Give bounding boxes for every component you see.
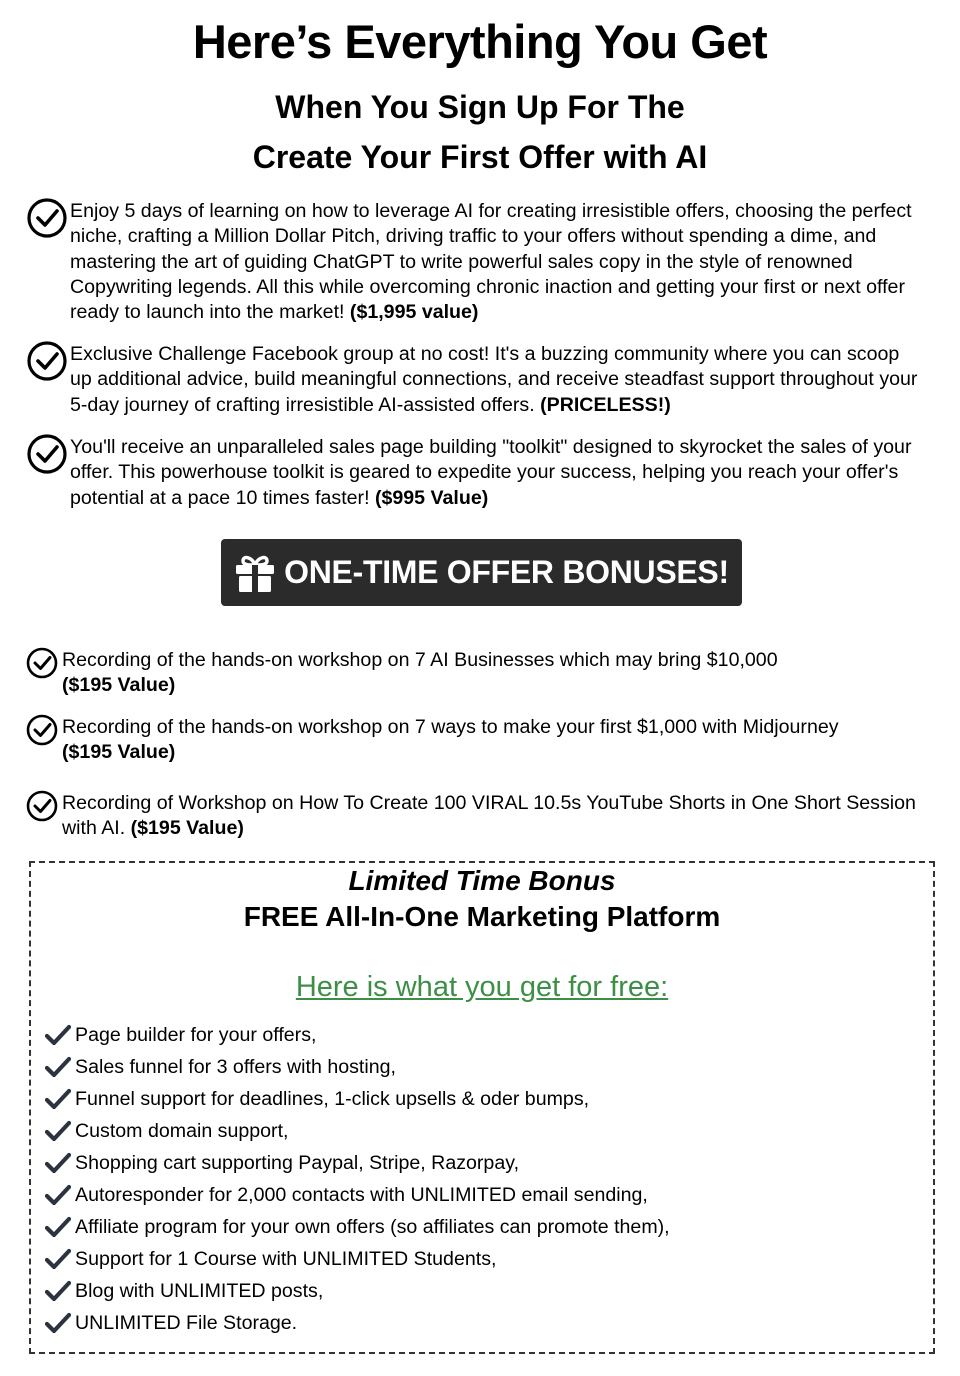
- feature-list-item: [45, 1019, 925, 1051]
- benefit-description: You'll receive an unparalleled sales page building "toolkit" designed to skyrocket the sales of your offer. This powerhouse toolkit is geared to expedite your success, helping you reach your offer's potential at a pace 10 times faster!: [70, 436, 912, 509]
- feature-list-item: [45, 1307, 925, 1339]
- checkmark-icon: [45, 1280, 71, 1302]
- circle-check-icon: [26, 432, 70, 476]
- circle-check-icon: [26, 788, 62, 824]
- checkmark-icon: [45, 1056, 71, 1078]
- limited-bonus-subtitle: FREE All-In-One Marketing Platform: [243, 901, 721, 932]
- checkmark-icon: [45, 1248, 71, 1270]
- limited-bonus-title: Limited Time Bonus: [348, 865, 616, 896]
- circle-check-icon: [26, 196, 70, 240]
- feature-list-item: [45, 1275, 925, 1307]
- benefit-value: (PRICELESS!): [540, 393, 671, 416]
- feature-text: UNLIMITED File Storage.: [75, 1311, 298, 1334]
- benefit-value: ($995 Value): [374, 486, 489, 509]
- feature-text: Funnel support for deadlines, 1-click upsells & oder bumps,: [75, 1087, 590, 1110]
- limited-time-bonus-box: [29, 861, 935, 1354]
- feature-text: Affiliate program for your own offers (so affiliates can promote them),: [75, 1215, 670, 1238]
- bonus-item: [26, 791, 936, 842]
- feature-text: Blog with UNLIMITED posts,: [75, 1279, 324, 1302]
- bonus-text: [62, 648, 778, 699]
- bonus-description: Recording of the hands-on workshop on 7 AI Businesses which may bring $10,000: [62, 649, 778, 671]
- checkmark-icon: [45, 1312, 71, 1334]
- free-features-link[interactable]: Here is what you get for free:: [295, 971, 669, 1003]
- bonus-value: ($195 Value): [130, 817, 244, 840]
- bonuses-button-label: ONE-TIME OFFER BONUSES!: [284, 554, 729, 590]
- benefit-text: [70, 342, 926, 418]
- feature-text: Page builder for your offers,: [75, 1023, 317, 1046]
- one-time-offer-bonuses-button[interactable]: [221, 539, 742, 606]
- checkmark-icon: [45, 1152, 71, 1174]
- page-subtitle-line1: When You Sign Up For The: [275, 89, 685, 125]
- feature-list-item: [45, 1147, 925, 1179]
- benefit-description: Exclusive Challenge Facebook group at no cost! It's a buzzing community where you can scoop up additional advice, build meaningful connections, and receive steadfast support throughout your 5-day journey of crafting irresistible AI-assisted offers.: [70, 343, 918, 416]
- page-subtitle-line2: Create Your First Offer with AI: [252, 139, 708, 175]
- bonus-description: Recording of Workshop on How To Create 100 VIRAL 10.5s YouTube Shorts in One Short Session with AI.: [62, 792, 916, 840]
- bonus-text: [62, 791, 936, 842]
- checkmark-icon: [45, 1024, 71, 1046]
- checkmark-icon: [45, 1120, 71, 1142]
- page-title: Here’s Everything You Get: [192, 15, 768, 68]
- circle-check-icon: [26, 339, 70, 383]
- feature-list-item: [45, 1243, 925, 1275]
- feature-text: Sales funnel for 3 offers with hosting,: [75, 1055, 396, 1078]
- feature-text: Custom domain support,: [75, 1119, 289, 1142]
- benefit-item: [26, 342, 926, 418]
- bonus-value: ($195 Value): [62, 674, 176, 697]
- checkmark-icon: [45, 1184, 71, 1206]
- checkmark-icon: [45, 1088, 71, 1110]
- feature-text: Shopping cart supporting Paypal, Stripe, Razorpay,: [75, 1151, 520, 1174]
- benefit-item: [26, 199, 926, 325]
- feature-list-item: [45, 1115, 925, 1147]
- benefit-text: [70, 199, 926, 325]
- gift-icon: [234, 553, 276, 593]
- bonus-text: [62, 715, 839, 766]
- feature-text: Support for 1 Course with UNLIMITED Students,: [75, 1247, 497, 1270]
- bonus-item: [26, 715, 936, 766]
- checkmark-icon: [45, 1216, 71, 1238]
- benefit-text: [70, 435, 926, 511]
- bonus-value: ($195 Value): [62, 741, 176, 764]
- feature-list-item: [45, 1083, 925, 1115]
- benefit-value: ($1,995 value): [349, 301, 479, 324]
- benefit-item: [26, 435, 926, 511]
- feature-list: [45, 1019, 925, 1339]
- circle-check-icon: [26, 712, 62, 748]
- feature-list-item: [45, 1179, 925, 1211]
- feature-list-item: [45, 1051, 925, 1083]
- bonus-item: [26, 648, 936, 699]
- circle-check-icon: [26, 645, 62, 681]
- feature-list-item: [45, 1211, 925, 1243]
- bonus-description: Recording of the hands-on workshop on 7 ways to make your first $1,000 with Midjourney: [62, 716, 839, 738]
- feature-text: Autoresponder for 2,000 contacts with UNLIMITED email sending,: [75, 1183, 648, 1206]
- benefit-description: Enjoy 5 days of learning on how to leverage AI for creating irresistible offers, choosing the perfect niche, crafting a Million Dollar Pitch, driving traffic to your offers without spending a dime, and mastering the art of guiding ChatGPT to write powerful sales copy in the style of renowned Copywriting legends. All this while overcoming chronic inaction and getting your first or next offer ready to launch into the market!: [70, 200, 912, 324]
